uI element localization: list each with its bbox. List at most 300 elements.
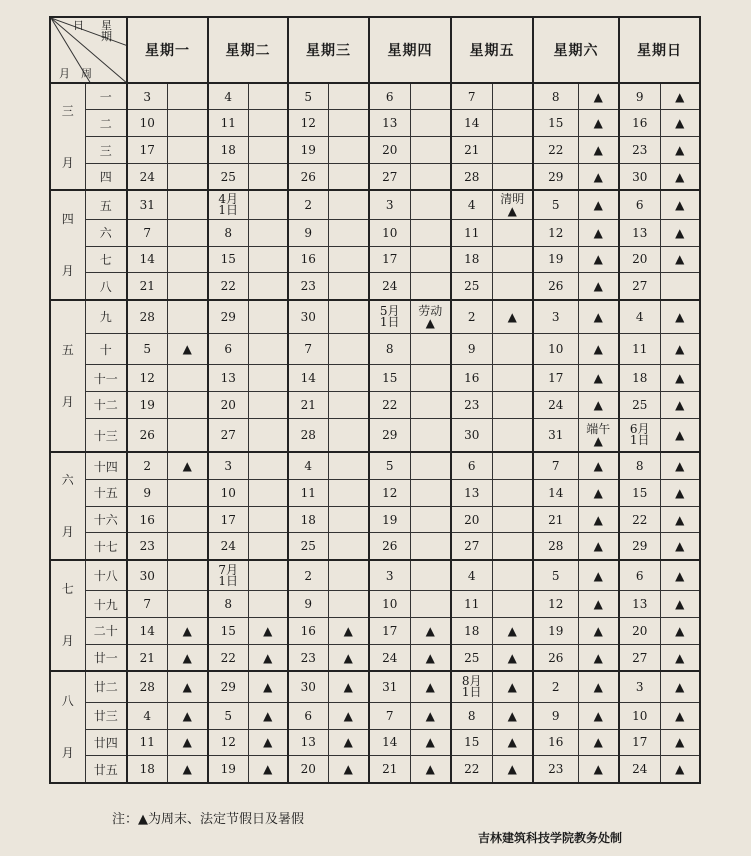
date-sun: 9 [619,83,660,110]
date-sat: 9 [533,702,578,729]
date-sat: 22 [533,137,578,164]
empty-mark-cell [328,506,369,533]
triangle-icon: ▲ [492,618,533,645]
date-sat: 8 [533,83,578,110]
date-fri: 25 [451,644,492,671]
date-wed: 9 [288,219,328,246]
date-wed: 7 [288,334,328,365]
date-mon: 12 [127,365,167,392]
date-wed: 2 [288,190,328,219]
triangle-icon: ▲ [660,83,700,110]
month-label: 七 月 [50,560,85,671]
date-wed: 2 [288,560,328,591]
date-thu: 14 [369,729,410,756]
date-mon: 10 [127,110,167,137]
triangle-icon: ▲ [410,702,451,729]
date-thu: 22 [369,392,410,419]
empty-mark-cell [248,137,288,164]
empty-mark-cell [167,560,208,591]
empty-mark-cell [167,418,208,452]
date-thu: 20 [369,137,410,164]
triangle-icon: ▲ [410,618,451,645]
triangle-icon: ▲ [660,137,700,164]
date-thu: 13 [369,110,410,137]
empty-mark-cell [410,334,451,365]
triangle-icon: ▲ [660,418,700,452]
triangle-icon: ▲ [660,618,700,645]
date-sun: 4 [619,300,660,334]
date-sun: 16 [619,110,660,137]
empty-mark-cell [492,83,533,110]
date-fri: 18 [451,618,492,645]
date-sun: 13 [619,219,660,246]
date-fri: 25 [451,273,492,300]
date-sat: 14 [533,479,578,506]
month-label: 四 月 [50,190,85,299]
date-sun: 22 [619,506,660,533]
date-sat: 5 [533,560,578,591]
date-wed: 23 [288,273,328,300]
empty-mark-cell [248,506,288,533]
triangle-icon: ▲ [578,591,619,618]
date-mon: 21 [127,273,167,300]
triangle-icon: ▲ [578,702,619,729]
date-tue: 11 [208,110,248,137]
triangle-icon: ▲ [578,83,619,110]
week-row [50,702,700,729]
week-row [50,273,700,300]
date-tue: 20 [208,392,248,419]
empty-mark-cell [328,273,369,300]
school-calendar-table [49,16,701,784]
triangle-icon: ▲ [578,190,619,219]
day-header-mon: 星期一 [127,17,208,83]
week-row [50,300,700,334]
date-mon: 5 [127,334,167,365]
empty-mark-cell [492,479,533,506]
triangle-icon: ▲ [660,452,700,479]
triangle-icon: ▲ [578,729,619,756]
week-number: 八 [85,273,127,300]
empty-mark-cell [167,137,208,164]
empty-mark-cell [328,334,369,365]
empty-mark-cell [328,219,369,246]
day-header-tue: 星期二 [208,17,288,83]
corner-month-label: 月 [59,67,71,80]
date-wed: 12 [288,110,328,137]
date-sat: 17 [533,365,578,392]
week-number: 廿一 [85,644,127,671]
empty-mark-cell [248,273,288,300]
date-sat: 10 [533,334,578,365]
date-thu: 24 [369,644,410,671]
date-thu: 21 [369,756,410,783]
triangle-icon: ▲ [578,479,619,506]
week-row [50,365,700,392]
triangle-icon: ▲ [578,618,619,645]
corner-day-label: 日 [73,19,85,32]
date-mon: 24 [127,163,167,190]
date-mon: 9 [127,479,167,506]
date-sun: 6月 1日 [619,418,660,452]
triangle-icon: ▲ [578,644,619,671]
holiday-name: 清明 [500,192,525,207]
date-sun: 30 [619,163,660,190]
triangle-icon: ▲ [660,246,700,273]
date-mon: 28 [127,671,167,702]
date-mon: 17 [127,137,167,164]
triangle-icon: ▲ [660,219,700,246]
triangle-icon: ▲ [578,219,619,246]
triangle-icon: ▲ [578,163,619,190]
date-sun: 10 [619,702,660,729]
triangle-icon: ▲ [660,110,700,137]
date-thu: 7 [369,702,410,729]
date-wed: 30 [288,300,328,334]
date-mon: 28 [127,300,167,334]
week-row [50,246,700,273]
date-thu: 10 [369,219,410,246]
triangle-icon: ▲ [328,671,369,702]
empty-mark-cell [328,418,369,452]
week-number: 十四 [85,452,127,479]
week-row [50,418,700,452]
date-mon: 2 [127,452,167,479]
triangle-icon: ▲ [660,300,700,334]
triangle-icon: ▲ [578,273,619,300]
month-label: 五 月 [50,300,85,453]
week-number: 六 [85,219,127,246]
week-row [50,506,700,533]
triangle-icon: ▲ [578,452,619,479]
week-number: 廿五 [85,756,127,783]
empty-mark-cell [492,506,533,533]
day-header-wed: 星期三 [288,17,369,83]
date-sat: 28 [533,533,578,560]
week-row [50,644,700,671]
week-row [50,618,700,645]
day-header-sat: 星期六 [533,17,619,83]
date-tue: 5 [208,702,248,729]
week-row [50,560,700,591]
empty-mark-cell [328,163,369,190]
date-sun: 13 [619,591,660,618]
empty-mark-cell [248,246,288,273]
date-fri: 16 [451,365,492,392]
date-sat: 19 [533,246,578,273]
empty-mark-cell [328,479,369,506]
date-mon: 3 [127,83,167,110]
date-wed: 26 [288,163,328,190]
date-tue: 15 [208,618,248,645]
week-number: 廿三 [85,702,127,729]
empty-mark-cell [248,533,288,560]
date-sun: 27 [619,273,660,300]
date-wed: 30 [288,671,328,702]
date-fri: 6 [451,452,492,479]
date-tue: 6 [208,334,248,365]
week-number: 四 [85,163,127,190]
triangle-icon: ▲ [328,702,369,729]
empty-mark-cell [410,137,451,164]
empty-mark-cell [167,506,208,533]
week-number: 十一 [85,365,127,392]
triangle-icon: ▲ [410,756,451,783]
triangle-icon: ▲ [578,300,619,334]
empty-mark-cell [410,246,451,273]
date-sat: 12 [533,219,578,246]
empty-mark-cell [248,219,288,246]
empty-mark-cell [167,300,208,334]
date-fri: 15 [451,729,492,756]
empty-mark-cell [248,163,288,190]
triangle-icon: ▲ [410,644,451,671]
empty-mark-cell [248,334,288,365]
empty-mark-cell [410,479,451,506]
date-mon: 19 [127,392,167,419]
date-fri: 9 [451,334,492,365]
date-mon: 7 [127,219,167,246]
triangle-icon: ▲ [660,560,700,591]
triangle-icon: ▲ [248,756,288,783]
empty-mark-cell [410,418,451,452]
date-mon: 4 [127,702,167,729]
empty-mark-cell [328,83,369,110]
empty-mark-cell [167,365,208,392]
week-number: 七 [85,246,127,273]
empty-mark-cell [248,365,288,392]
week-row [50,83,700,110]
date-mon: 23 [127,533,167,560]
date-wed: 4 [288,452,328,479]
date-fri: 22 [451,756,492,783]
week-number: 十七 [85,533,127,560]
triangle-icon: ▲ [167,756,208,783]
date-sat: 5 [533,190,578,219]
date-thu: 12 [369,479,410,506]
empty-mark-cell [492,110,533,137]
week-row [50,756,700,783]
week-row [50,219,700,246]
empty-mark-cell [328,452,369,479]
date-sun: 6 [619,190,660,219]
date-sun: 29 [619,533,660,560]
date-sat: 2 [533,671,578,702]
date-thu: 19 [369,506,410,533]
week-number: 三 [85,137,127,164]
date-sat: 16 [533,729,578,756]
date-wed: 21 [288,392,328,419]
triangle-icon: ▲ [248,671,288,702]
empty-mark-cell [410,219,451,246]
date-sat: 21 [533,506,578,533]
date-sun: 8 [619,452,660,479]
month-label: 三 月 [50,83,85,190]
date-wed: 28 [288,418,328,452]
date-sat: 26 [533,273,578,300]
date-thu: 15 [369,365,410,392]
empty-mark-cell [492,163,533,190]
date-sun: 15 [619,479,660,506]
date-wed: 6 [288,702,328,729]
week-row [50,334,700,365]
date-wed: 18 [288,506,328,533]
triangle-icon: ▲ [593,434,603,449]
week-number: 十三 [85,418,127,452]
date-sun: 17 [619,729,660,756]
empty-mark-cell [410,273,451,300]
date-wed: 14 [288,365,328,392]
date-tue: 29 [208,671,248,702]
date-sun: 3 [619,671,660,702]
header-row [50,17,700,83]
date-mon: 7 [127,591,167,618]
triangle-icon: ▲ [660,334,700,365]
empty-mark-cell [328,591,369,618]
date-sun: 23 [619,137,660,164]
empty-mark-cell [492,137,533,164]
date-thu: 8 [369,334,410,365]
date-tue: 22 [208,273,248,300]
empty-mark-cell [410,591,451,618]
date-mon: 18 [127,756,167,783]
date-tue: 25 [208,163,248,190]
week-row [50,190,700,219]
triangle-icon: ▲ [660,644,700,671]
date-fri: 13 [451,479,492,506]
empty-mark-cell [328,137,369,164]
triangle-icon: ▲ [660,533,700,560]
triangle-icon: ▲ [425,315,435,330]
empty-mark-cell [492,392,533,419]
date-mon: 21 [127,644,167,671]
triangle-icon: ▲ [578,137,619,164]
date-wed: 25 [288,533,328,560]
empty-mark-cell [167,190,208,219]
date-sat: 7 [533,452,578,479]
date-sat: 15 [533,110,578,137]
triangle-icon: ▲ [507,204,517,219]
empty-mark-cell [660,273,700,300]
date-tue: 12 [208,729,248,756]
triangle-icon: ▲ [578,246,619,273]
empty-mark-cell [492,365,533,392]
triangle-icon: ▲ [167,729,208,756]
date-sat: 12 [533,591,578,618]
date-fri: 7 [451,83,492,110]
date-tue: 17 [208,506,248,533]
date-tue: 8 [208,219,248,246]
triangle-icon: ▲ [410,729,451,756]
empty-mark-cell [248,83,288,110]
date-sat: 29 [533,163,578,190]
date-wed: 5 [288,83,328,110]
date-sat: 26 [533,644,578,671]
empty-mark-cell [167,219,208,246]
date-fri: 18 [451,246,492,273]
corner-week-label: 周 [81,67,93,80]
week-row [50,137,700,164]
triangle-icon: ▲ [578,506,619,533]
date-tue: 24 [208,533,248,560]
triangle-icon: ▲ [660,702,700,729]
empty-mark-cell [167,163,208,190]
date-mon: 31 [127,190,167,219]
date-tue: 29 [208,300,248,334]
day-header-thu: 星期四 [369,17,451,83]
date-mon: 16 [127,506,167,533]
empty-mark-cell [410,392,451,419]
week-number: 十二 [85,392,127,419]
date-thu: 31 [369,671,410,702]
triangle-icon: ▲ [167,618,208,645]
issuer-signature: 吉林建筑科技学院教务处制 [478,831,623,845]
date-sun: 25 [619,392,660,419]
date-tue: 18 [208,137,248,164]
triangle-icon: ▲ [167,644,208,671]
date-tue: 4月 1日 [208,190,248,219]
triangle-icon: ▲ [492,671,533,702]
empty-mark-cell [492,273,533,300]
date-fri: 11 [451,219,492,246]
date-sun: 6 [619,560,660,591]
empty-mark-cell [248,452,288,479]
week-row [50,452,700,479]
date-fri: 20 [451,506,492,533]
empty-mark-cell [328,190,369,219]
triangle-icon: ▲ [248,729,288,756]
empty-mark-cell [167,591,208,618]
corner-weekday-label: 星期 [101,19,113,43]
empty-mark-cell [248,591,288,618]
triangle-icon: ▲ [660,392,700,419]
empty-mark-cell [328,300,369,334]
week-row [50,729,700,756]
date-fri: 28 [451,163,492,190]
date-wed: 16 [288,618,328,645]
holiday-name: 劳动 [418,303,443,318]
triangle-icon: ▲ [167,452,208,479]
date-sun: 20 [619,246,660,273]
date-sun: 18 [619,365,660,392]
date-wed: 20 [288,756,328,783]
date-tue: 27 [208,418,248,452]
month-label: 八 月 [50,671,85,783]
date-fri: 30 [451,418,492,452]
date-fri: 4 [451,560,492,591]
date-sat: 23 [533,756,578,783]
triangle-icon: ▲ [248,644,288,671]
triangle-icon: ▲ [578,671,619,702]
date-thu: 5 [369,452,410,479]
day-header-fri: 星期五 [451,17,533,83]
triangle-icon: ▲ [492,729,533,756]
date-sat: 24 [533,392,578,419]
empty-mark-cell [248,392,288,419]
date-sat: 31 [533,418,578,452]
holiday-mark [410,300,451,334]
empty-mark-cell [167,246,208,273]
calendar-body [50,83,700,783]
date-thu: 29 [369,418,410,452]
week-number: 十 [85,334,127,365]
date-mon: 26 [127,418,167,452]
date-thu: 5月 1日 [369,300,410,334]
date-fri: 4 [451,190,492,219]
date-tue: 15 [208,246,248,273]
date-tue: 10 [208,479,248,506]
week-number: 十八 [85,560,127,591]
